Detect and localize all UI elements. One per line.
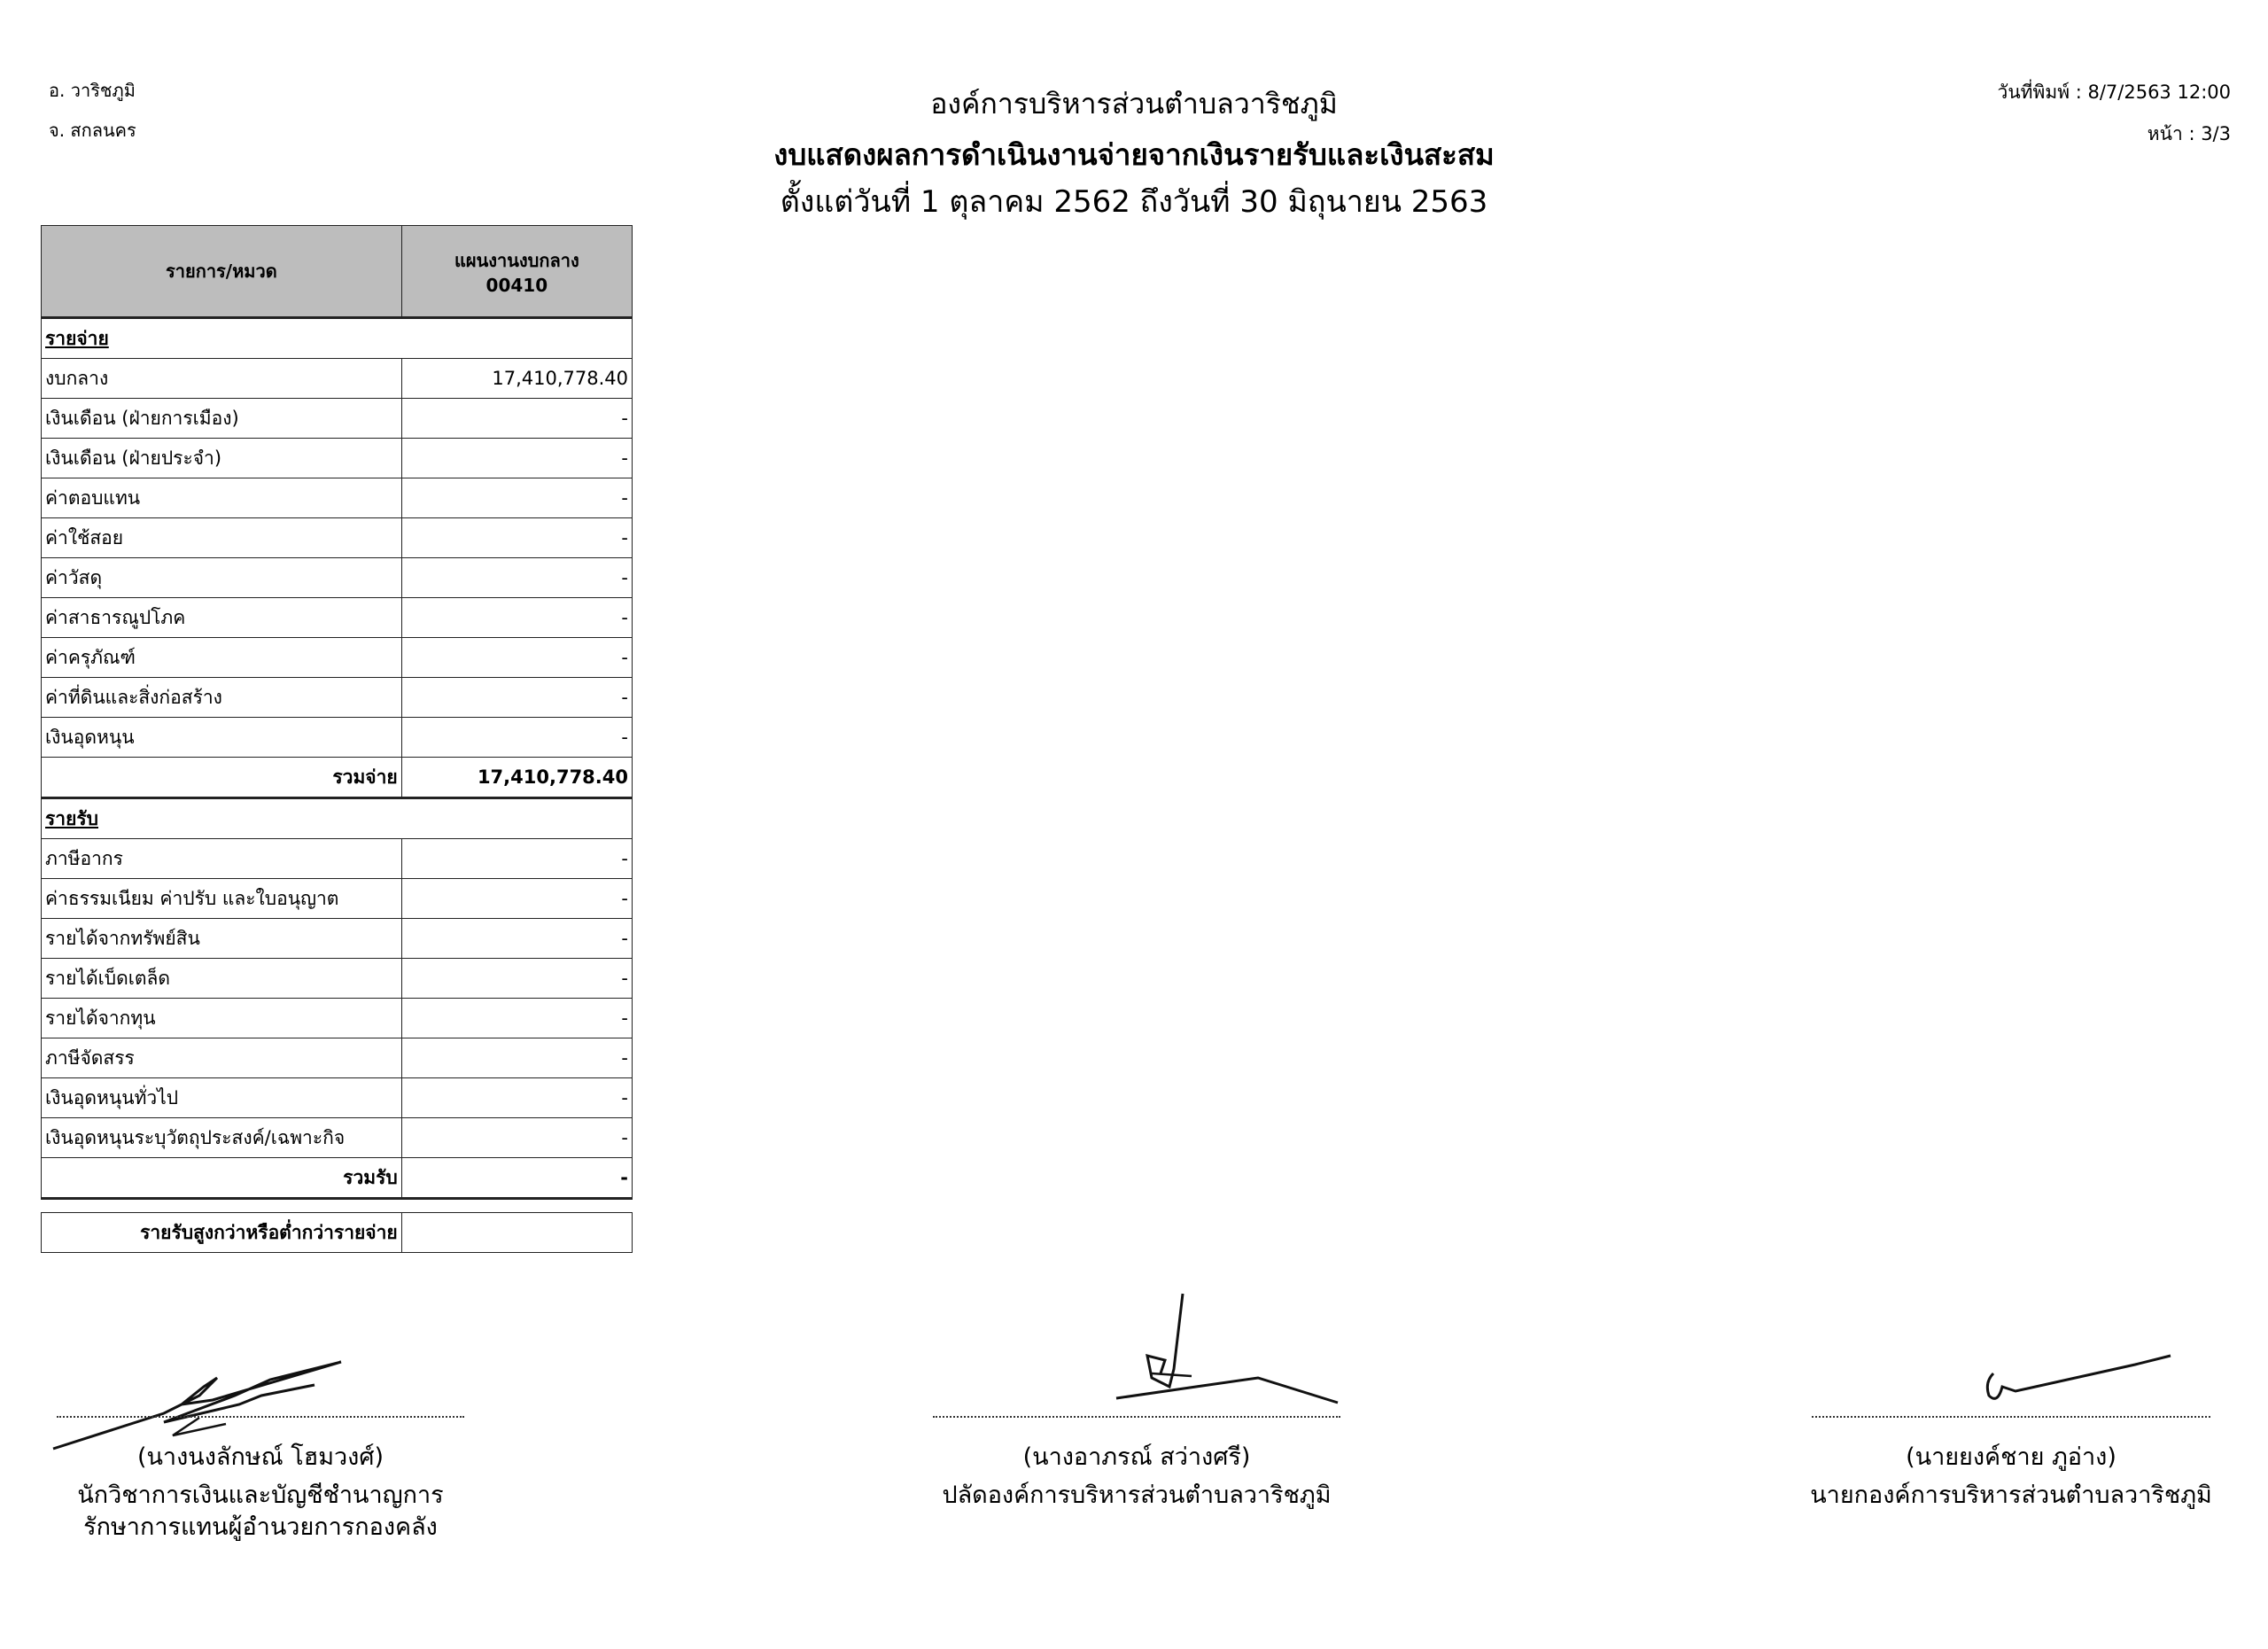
expense-section-row (42, 318, 633, 359)
row-value: - (401, 1038, 632, 1078)
row-value: - (401, 1118, 632, 1158)
row-label: ค่าครุภัณฑ์ (42, 638, 402, 678)
income-section-header: รายรับ (42, 798, 633, 839)
row-label: ภาษีอากร (42, 839, 402, 879)
row-value: - (401, 638, 632, 678)
row-value: - (401, 598, 632, 638)
col-plan-line2: 00410 (485, 275, 548, 296)
signature-3-role-line1: นายกองค์การบริหารส่วนตำบลวาริชภูมิ (1810, 1482, 2212, 1509)
row-value: - (401, 678, 632, 718)
diff-value (401, 1213, 632, 1253)
row-label: รายได้เบ็ดเตล็ด (42, 959, 402, 999)
table-header-row (42, 226, 633, 318)
signature-1-name: (นางนงลักษณ์ โฮมวงศ์) (136, 1443, 384, 1471)
table-row (42, 478, 633, 518)
signature-1-role-line1: นักวิชาการเงินและบัญชีชำนาญการ (77, 1482, 444, 1509)
table-row (42, 439, 633, 478)
report-table (41, 225, 633, 1253)
table-row (42, 1078, 633, 1118)
table-row (42, 638, 633, 678)
income-section-row (42, 798, 633, 839)
expense-total-row (42, 758, 633, 798)
row-label: รายได้จากทุน (42, 999, 402, 1038)
table-row (42, 399, 633, 439)
expense-total-label: รวมจ่าย (42, 758, 402, 798)
signature-3-mark (1976, 1338, 2206, 1409)
row-label: ค่าใช้สอย (42, 518, 402, 558)
row-value: - (401, 399, 632, 439)
org-title: องค์การบริหารส่วนตำบลวาริชภูมิ (930, 87, 1338, 121)
row-label: ภาษีจัดสรร (42, 1038, 402, 1078)
signature-2-name: (นางอาภรณ์ สว่างศรี) (1022, 1443, 1251, 1471)
table-row (42, 839, 633, 879)
expense-total-value: 17,410,778.40 (401, 758, 632, 798)
signature-1-role (48, 1480, 473, 1544)
print-date: วันที่พิมพ์ : 8/7/2563 12:00 (1997, 82, 2231, 103)
table-row (42, 1118, 633, 1158)
table-row (42, 919, 633, 959)
income-total-value: - (401, 1158, 632, 1199)
row-label: เงินอุดหนุนทั่วไป (42, 1078, 402, 1118)
row-label: ค่าที่ดินและสิ่งก่อสร้าง (42, 678, 402, 718)
signature-3-name: (นายยงค์ชาย ภูอ่าง) (1906, 1443, 2117, 1471)
table-row (42, 1038, 633, 1078)
table-row (42, 678, 633, 718)
table-row (42, 598, 633, 638)
row-value: - (401, 558, 632, 598)
row-value: - (401, 879, 632, 919)
diff-label: รายรับสูงกว่าหรือต่ำกว่ารายจ่าย (42, 1213, 402, 1253)
table-row (42, 359, 633, 399)
table-row (42, 959, 633, 999)
row-label: เงินเดือน (ฝ่ายการเมือง) (42, 399, 402, 439)
row-value: - (401, 478, 632, 518)
signature-3-role (1772, 1480, 2250, 1512)
signature-2-role-line1: ปลัดองค์การบริหารส่วนตำบลวาริชภูมิ (942, 1482, 1332, 1509)
report-period: ตั้งแต่วันที่ 1 ตุลาคม 2562 ถึงวันที่ 30 มิถุนายน 2563 (780, 184, 1488, 220)
table-row (42, 518, 633, 558)
col-item-header: รายการ/หมวด (42, 226, 402, 318)
diff-row (42, 1213, 633, 1253)
row-value: - (401, 959, 632, 999)
province-label: จ. สกลนคร (49, 120, 136, 141)
row-value: - (401, 919, 632, 959)
income-total-row (42, 1158, 633, 1199)
expense-section-header: รายจ่าย (42, 318, 633, 359)
row-label: ค่าธรรมเนียม ค่าปรับ และใบอนุญาต (42, 879, 402, 919)
row-value: - (401, 718, 632, 758)
row-value: - (401, 999, 632, 1038)
signature-3-line (1812, 1416, 2210, 1418)
row-label: ค่าตอบแทน (42, 478, 402, 518)
signature-1-role-line2: รักษาการแทนผู้อำนวยการกองคลัง (83, 1513, 438, 1541)
row-label: เงินอุดหนุนระบุวัตถุประสงค์/เฉพาะกิจ (42, 1118, 402, 1158)
table-row (42, 558, 633, 598)
row-label: เงินเดือน (ฝ่ายประจำ) (42, 439, 402, 478)
signature-1-line (57, 1416, 464, 1418)
row-value: - (401, 518, 632, 558)
col-plan-line1: แผนงานงบกลาง (454, 250, 579, 271)
signature-2-mark (1099, 1289, 1347, 1422)
row-label: รายได้จากทรัพย์สิน (42, 919, 402, 959)
table-row (42, 879, 633, 919)
page-number: หน้า : 3/3 (2147, 123, 2231, 144)
row-value: - (401, 839, 632, 879)
signature-2-role (897, 1480, 1376, 1512)
district-label: อ. วาริชภูมิ (49, 80, 136, 101)
report-title: งบแสดงผลการดำเนินงานจ่ายจากเงินรายรับและเงินสะสม (773, 137, 1495, 172)
row-value: - (401, 1078, 632, 1118)
table-row (42, 999, 633, 1038)
signature-2-line (933, 1416, 1340, 1418)
row-label: ค่าวัสดุ (42, 558, 402, 598)
row-label: ค่าสาธารณูปโภค (42, 598, 402, 638)
income-total-label: รวมรับ (42, 1158, 402, 1199)
row-value: - (401, 439, 632, 478)
row-label: เงินอุดหนุน (42, 718, 402, 758)
col-plan-header (401, 226, 632, 318)
table-row (42, 718, 633, 758)
row-label: งบกลาง (42, 359, 402, 399)
row-value: 17,410,778.40 (401, 359, 632, 399)
